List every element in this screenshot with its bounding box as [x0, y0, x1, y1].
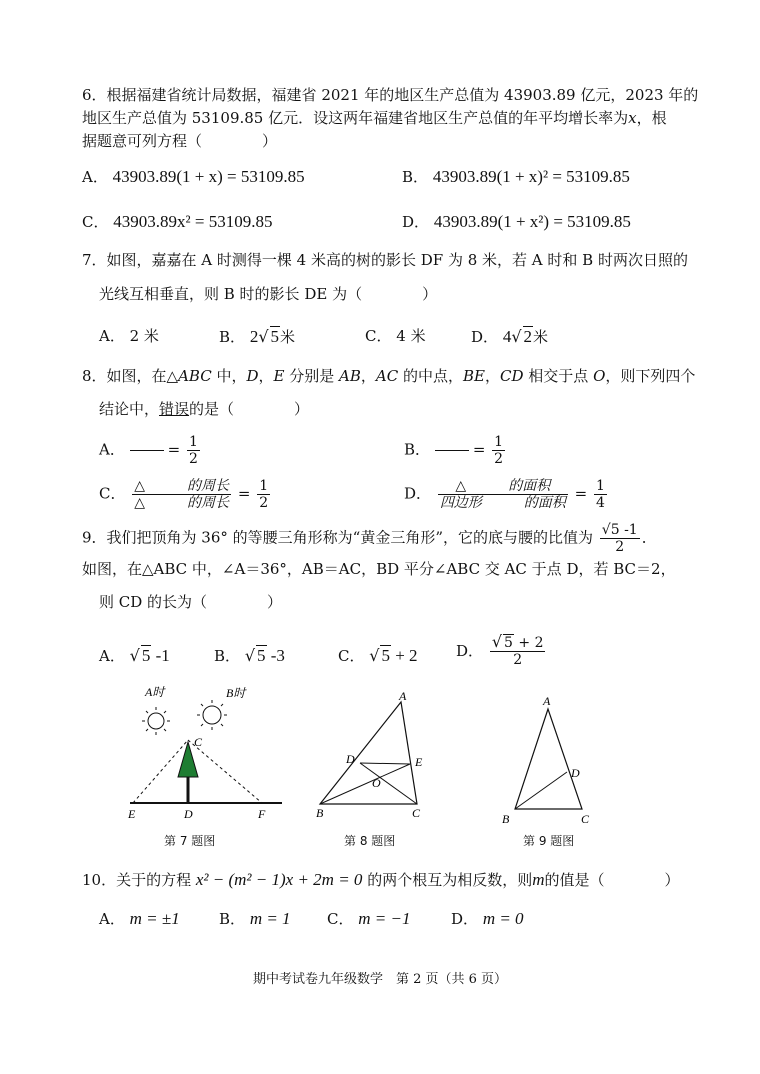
q9-option-b-radicand: 5 [257, 646, 266, 665]
q10-option-d [451, 909, 524, 929]
q9-option-b [214, 645, 285, 666]
q8-text: 相交于点 [523, 367, 594, 385]
denominator: 4 [595, 495, 605, 511]
q8-var: E [273, 367, 285, 385]
q8-option-d-eq: = [574, 484, 588, 503]
q10-option-c-text: m = −1 [358, 909, 411, 928]
label-e: E [415, 755, 423, 769]
q7-option-c-text: 4 米 [396, 327, 426, 345]
label-o: O [372, 776, 381, 790]
q8-option-c-left-fraction [132, 478, 231, 511]
q7-option-a-label: A． [99, 327, 125, 345]
label-b: B [316, 806, 324, 820]
label-b-time: B时 [226, 686, 246, 700]
denominator: △ 的周长 [134, 495, 230, 511]
q9-option-d-radicand: 5 [504, 635, 513, 651]
q8-option-b [404, 434, 507, 467]
q7-stem-line2: 光线互相垂直，则 B 时的影长 DE 为（ ） [99, 285, 438, 303]
denominator: 2 [494, 451, 504, 467]
q8-text: 中， [211, 367, 247, 385]
q8-option-d-right-fraction [594, 478, 607, 511]
segment-de [360, 763, 410, 764]
q8-text: ， [258, 367, 274, 385]
radical-sign-icon: √ [258, 327, 269, 346]
q8-option-b-label: B． [404, 440, 431, 459]
denominator: 2 [513, 652, 523, 668]
label-a: A [399, 690, 407, 703]
q9-option-c-rest: + 2 [390, 646, 418, 665]
numerator: △ 的周长 [134, 478, 230, 494]
numerator: √5 -1 [601, 522, 638, 538]
q9-option-d-rest: + 2 [513, 635, 544, 651]
page-footer: 期中考试卷九年级数学 第 2 页（共 6 页） [252, 972, 508, 987]
label-c: C [194, 735, 203, 749]
label-d: D [184, 807, 193, 821]
q8-option-d-left-fraction [438, 478, 568, 511]
q6-option-a-text: 43903.89(1 + x) = 53109.85 [112, 167, 305, 186]
q9-stem-line3: 则 CD 的长为（ ） [99, 593, 283, 611]
q6-option-d-label: D． [402, 213, 430, 231]
q7-option-c-label: C． [365, 327, 392, 345]
segment-cd [360, 763, 417, 804]
label-e: E [128, 807, 136, 821]
radical-sign-icon: √ [511, 327, 522, 346]
figure-9-caption: 第 9 题图 [523, 834, 575, 848]
q8-text: 的中点， [398, 367, 464, 385]
numerator: 1 [494, 434, 504, 450]
q7-option-d-radicand: 2 [523, 327, 533, 346]
q6-option-b-label: B． [402, 168, 429, 186]
q8-text: ， [360, 367, 376, 385]
q6-option-c-text: 43903.89x² = 53109.85 [113, 212, 273, 231]
figure-8-caption: 第 8 题图 [344, 834, 396, 848]
q8-option-a-fraction [187, 434, 200, 467]
figure-7-caption: 第 7 题图 [164, 834, 216, 848]
q6-option-d [402, 212, 631, 232]
q9-option-c-radicand: 5 [381, 646, 390, 665]
q8-var: BE [463, 367, 485, 385]
q10-option-b [219, 909, 291, 929]
radical-sign-icon: √ [491, 632, 503, 651]
numerator [490, 634, 546, 652]
q9-option-a-radicand: 5 [141, 646, 151, 665]
radical-sign-icon: √ [129, 646, 140, 665]
q7-stem-line1: 7．如图，嘉嘉在 A 时测得一棵 4 米高的树的影长 DF 为 8 米，若 A 时和 B 时两次日照的 [82, 251, 688, 269]
denominator: 2 [188, 451, 198, 467]
q7-option-c [365, 326, 426, 346]
q10-option-d-text: m = 0 [482, 909, 524, 928]
q8-var: D [246, 367, 259, 385]
q6-variable: x [628, 109, 637, 127]
q8-underlined-word: 错误 [159, 400, 190, 418]
label-a: A [543, 694, 551, 708]
q10-option-b-text: m = 1 [249, 909, 291, 928]
label-b: B [502, 812, 510, 826]
q10-equation: x² − (m² − 1)x + 2m = 0 [195, 870, 363, 889]
q8-var: O [593, 367, 606, 385]
q7-option-b-label: B． [219, 328, 246, 346]
triangle-abc [515, 709, 582, 809]
q6-option-a [82, 167, 305, 187]
light-ray-a [188, 740, 262, 803]
q8-var: AC [375, 367, 399, 385]
figure-7-diagram [120, 682, 290, 827]
q10-text: 的两个根互为相反数，则 [367, 871, 533, 889]
q10-stem [82, 870, 680, 890]
denominator: 2 [615, 539, 625, 555]
q7-option-b [219, 326, 295, 347]
q6-option-b [402, 167, 630, 187]
fraction-bar [435, 450, 469, 451]
q8-option-b-eq: = [472, 440, 486, 459]
label-d: D [571, 766, 580, 780]
q6-stem-line2-end: ，根 [636, 109, 667, 127]
q8-var: CD [500, 367, 524, 385]
q6-stem-line3: 据题意可列方程（ ） [82, 132, 278, 150]
q9-stem-line2: 如图，在△ABC 中，∠A＝36°，AB＝AC，BD 平分∠ABC 交 AC 于点 D，若 BC＝2， [82, 560, 676, 578]
sun-a-icon [142, 707, 170, 735]
q8-option-c-right-fraction [257, 478, 270, 511]
denominator: 2 [259, 495, 269, 511]
label-f: F [258, 807, 266, 821]
q9-option-b-rest: -3 [266, 646, 285, 665]
q8-text: ， [485, 367, 501, 385]
segment-bd [515, 772, 567, 809]
q8-option-d [404, 478, 609, 511]
q8-var: ABC [178, 367, 212, 385]
q6-stem-line2-text: 地区生产总值为 53109.85 亿元．设这两年福建省地区生产总值的年平均增长率为 [82, 109, 629, 127]
q9-option-c [338, 645, 418, 666]
figure-8-diagram [306, 690, 436, 825]
q9-golden-ratio-fraction [600, 522, 640, 555]
label-a-time: A时 [145, 685, 165, 699]
q8-option-c [99, 478, 272, 511]
q9-option-a [99, 645, 170, 666]
figure-9-diagram [495, 692, 605, 827]
sun-b-icon [197, 700, 227, 730]
q7-option-d [471, 326, 548, 347]
numerator: △ 的面积 [438, 478, 568, 495]
radical-sign-icon: √ [369, 646, 380, 665]
q8-option-a-label: A． [99, 440, 125, 459]
q8-text: 8．如图，在△ [82, 367, 179, 385]
q10-option-a-label: A． [99, 910, 125, 928]
q7-option-b-coef: 2 [249, 327, 259, 346]
q9-option-d-label: D． [456, 642, 484, 660]
q10-option-d-label: D． [451, 910, 479, 928]
q7-option-d-unit: 米 [533, 328, 549, 346]
q7-option-b-unit: 米 [280, 328, 296, 346]
q9-text: ． [641, 528, 657, 547]
label-d: D [346, 752, 355, 766]
q8-option-a-eq: = [167, 440, 181, 459]
q9-option-d [456, 634, 547, 668]
numerator: 1 [595, 478, 605, 494]
q8-text: 的是（ ） [189, 400, 310, 418]
label-c: C [412, 806, 421, 820]
q10-option-a [99, 909, 180, 929]
radical-sign-icon: √ [244, 646, 256, 665]
q7-option-a [99, 326, 159, 346]
q8-stem-line2 [99, 399, 309, 419]
q9-option-a-label: A． [99, 647, 125, 665]
q7-option-d-coef: 4 [502, 327, 512, 346]
q7-option-b-radicand: 5 [270, 327, 280, 346]
q6-stem-line1: 6．根据福建省统计局数据，福建省 2021 年的地区生产总值为 43903.89 亿元，2023 年的 [82, 86, 699, 104]
numerator: 1 [188, 434, 198, 450]
numerator: 1 [259, 478, 269, 494]
q9-stem-line1 [82, 522, 657, 555]
q8-text: 结论中， [99, 400, 160, 418]
q10-text: 的值是（ ） [544, 871, 680, 889]
label-c: C [581, 812, 590, 826]
q10-text: 10．关于的方程 [82, 871, 192, 889]
q8-option-b-fraction [492, 434, 505, 467]
q8-option-c-eq: = [237, 484, 251, 503]
q7-option-d-label: D． [471, 328, 499, 346]
q9-option-b-label: B． [214, 647, 241, 665]
q6-option-a-label: A． [82, 168, 108, 186]
q8-var: AB [339, 367, 361, 385]
q10-option-b-label: B． [219, 910, 246, 928]
q8-text: ，则下列四个 [605, 367, 696, 385]
q8-option-d-label: D． [404, 484, 432, 503]
q8-option-c-label: C． [99, 484, 126, 503]
q6-option-d-text: 43903.89(1 + x²) = 53109.85 [433, 212, 631, 231]
fraction-bar [130, 450, 164, 451]
triangle-abc [320, 702, 417, 804]
segment-be [320, 764, 410, 804]
q9-option-d-fraction [490, 634, 546, 668]
q6-option-c-label: C． [82, 213, 109, 231]
q10-option-a-text: m = ±1 [129, 909, 180, 928]
q10-option-c-label: C． [327, 910, 354, 928]
q7-option-a-text: 2 米 [129, 327, 159, 345]
q6-option-c [82, 212, 272, 232]
q9-text: 9．我们把顶角为 36° 的等腰三角形称为“黄金三角形”，它的底与腰的比值为 [82, 528, 594, 547]
q8-text: 分别是 [284, 367, 340, 385]
q6-stem-line2 [82, 108, 667, 128]
q10-option-c [327, 909, 411, 929]
q8-stem-line1 [82, 366, 695, 386]
denominator: 四边形 的面积 [439, 495, 566, 511]
q6-option-b-text: 43903.89(1 + x)² = 53109.85 [432, 167, 630, 186]
q8-option-a [99, 434, 202, 467]
q9-option-a-rest: -1 [151, 646, 170, 665]
q10-variable: m [532, 870, 545, 889]
q9-option-c-label: C． [338, 647, 365, 665]
